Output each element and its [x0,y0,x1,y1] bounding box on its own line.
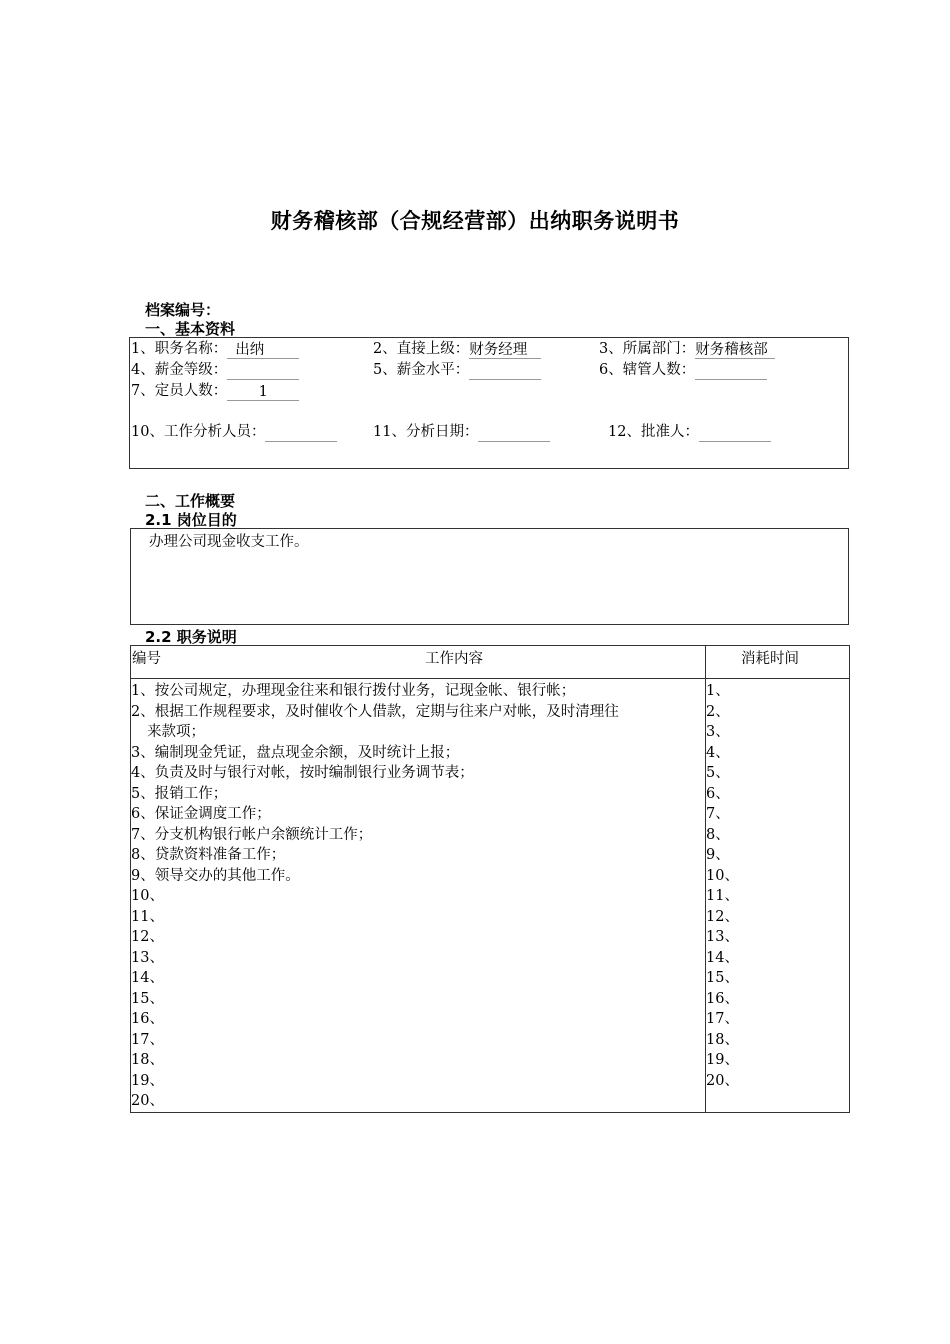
salary-grade-blank [227,361,299,380]
document-title: 财务稽核部（合规经营部）出纳职务说明书 [270,209,680,233]
job-name-field [131,339,299,359]
duty-row: 10、 [131,888,164,904]
time-row: 9、 [706,847,730,863]
duty-row: 17、 [131,1031,164,1048]
time-row: 14、 [706,949,739,966]
purpose-text: 办理公司现金收支工作。 [149,534,309,550]
salary-grade-field [131,360,299,380]
subordinates-blank [695,361,767,380]
duty-row: 13、 [131,949,164,966]
time-row: 2、 [706,703,730,720]
headcount-label: 7、定员人数： [131,383,228,399]
duty-row: 14、 [131,970,164,986]
duty-row-continuation: 来款项； [147,724,205,740]
time-row: 11、 [706,888,739,904]
approver-field [608,422,771,442]
analysis-date-field [373,422,550,442]
analyst-blank [265,423,337,442]
department-field [599,339,775,359]
time-row: 19、 [706,1052,739,1068]
duty-row: 5、报销工作； [131,785,228,802]
column-header-number: 编号 [132,651,161,667]
approver-blank [699,423,771,442]
analyst-field [131,422,337,442]
approver-label: 12、批准人： [608,424,699,440]
salary-level-label: 5、薪金水平： [373,362,470,378]
duty-row: 11、 [131,908,164,925]
salary-level-field [373,360,541,380]
table-header-divider [130,678,850,679]
duty-row: 7、分支机构银行帐户余额统计工作； [131,826,373,843]
time-row: 17、 [706,1011,739,1027]
time-row: 10、 [706,867,739,884]
time-row: 12、 [706,908,739,925]
time-row: 20、 [706,1072,739,1089]
time-row: 8、 [706,826,730,843]
duty-row: 4、负责及时与银行对帐，按时编制银行业务调节表； [131,765,474,781]
purpose-heading: 2.1 岗位目的 [145,511,237,529]
job-name-label: 1、职务名称： [131,341,228,357]
duty-row: 6、保证金调度工作； [131,806,271,822]
section1-heading: 一、基本资料 [145,320,236,338]
headcount-value: 1 [227,382,299,401]
time-row: 7、 [706,806,730,822]
headcount-field [131,381,299,401]
duties-heading: 2.2 职务说明 [145,628,237,646]
duty-row: 12、 [131,929,164,945]
duty-row: 2、根据工作规程要求，及时催收个人借款，定期与往来户对帐，及时清理往 [131,703,619,720]
time-row: 6、 [706,785,730,802]
job-name-value: 出纳 [227,340,299,359]
time-row: 5、 [706,765,730,781]
superior-label: 2、直接上级： [373,341,470,357]
analyst-label: 10、工作分析人员： [131,424,266,440]
column-header-content: 工作内容 [425,651,483,667]
superior-value: 财务经理 [469,340,541,359]
time-row: 18、 [706,1031,739,1048]
duty-row: 15、 [131,990,164,1007]
duty-row: 19、 [131,1072,164,1089]
column-header-time: 消耗时间 [741,651,799,667]
superior-field [373,339,541,359]
archive-number-label: 档案编号： [145,301,221,319]
duty-row: 16、 [131,1011,164,1027]
section2-heading: 二、工作概要 [145,492,236,510]
analysis-date-blank [478,423,550,442]
duty-row: 9、领导交办的其他工作。 [131,867,300,884]
subordinates-field [599,360,767,380]
time-row: 15、 [706,970,739,986]
duty-row: 8、贷款资料准备工作； [131,847,286,863]
time-row: 3、 [706,724,730,740]
time-row: 13、 [706,929,739,945]
time-row: 16、 [706,990,739,1007]
subordinates-label: 6、辖管人数： [599,362,696,378]
department-value: 财务稽核部 [695,340,775,359]
duty-row: 1、按公司规定，办理现金往来和银行拨付业务，记现金帐、银行帐； [131,683,576,699]
duty-row: 20、 [131,1093,164,1109]
department-label: 3、所属部门： [599,341,696,357]
duty-row: 3、编制现金凭证，盘点现金余额，及时统计上报； [131,744,460,761]
time-row: 4、 [706,744,730,761]
analysis-date-label: 11、分析日期： [373,424,479,440]
time-row: 1、 [706,683,730,699]
salary-level-blank [469,361,541,380]
salary-grade-label: 4、薪金等级： [131,362,228,378]
duty-row: 18、 [131,1052,164,1068]
